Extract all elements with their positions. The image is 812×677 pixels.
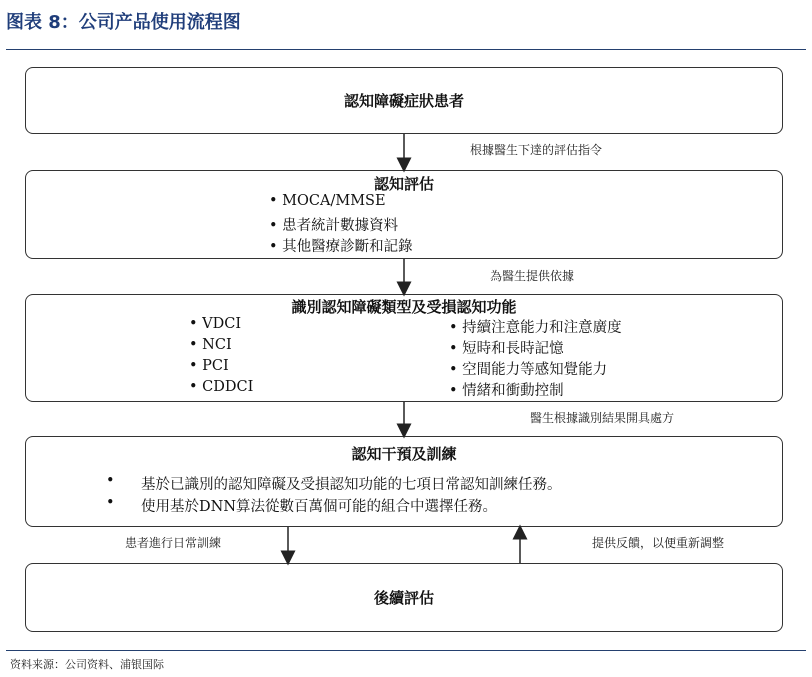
identify-left-item: • CDDCI xyxy=(189,379,254,395)
figure-title: 图表 8：公司产品使用流程图 xyxy=(6,12,241,33)
identify-right-item: • 短時和長時記憶 xyxy=(449,341,564,357)
node-assessment-title: 認知評估 xyxy=(373,175,434,193)
node-identify-title: 識別認知障礙類型及受損認知功能 xyxy=(291,298,517,316)
identify-left-item: • NCI xyxy=(189,337,232,353)
bottom-rule xyxy=(6,650,806,651)
intervention-bullet: • xyxy=(106,495,115,511)
source-note: 资料来源：公司资料、浦银国际 xyxy=(10,658,164,671)
assessment-item: • 其他醫療診斷和記錄 xyxy=(269,239,413,255)
edge-label-2: 為醫生提供依據 xyxy=(490,269,575,283)
assessment-item: • 患者統計數據資料 xyxy=(269,218,399,234)
edge-label-4: 患者進行日常訓練 xyxy=(125,536,222,550)
edge-label-1: 根據醫生下達的評估指令 xyxy=(470,143,603,157)
identify-left-item: • PCI xyxy=(189,358,229,374)
identify-left-item: • VDCI xyxy=(189,316,242,332)
identify-right-item: • 情緒和衝動控制 xyxy=(449,383,564,399)
intervention-bullet: • xyxy=(106,473,115,489)
assessment-item: • MOCA/MMSE xyxy=(269,193,386,209)
node-patients-title: 認知障礙症狀患者 xyxy=(343,92,464,110)
identify-right-item: • 持續注意能力和注意廣度 xyxy=(449,320,622,336)
edge-label-5: 提供反饋，以便重新調整 xyxy=(592,536,725,550)
intervention-item: 使用基於DNN算法從數百萬個可能的組合中選擇任務。 xyxy=(141,499,497,515)
node-intervention-title: 認知干預及訓練 xyxy=(351,445,457,463)
node-followup-title: 後續評估 xyxy=(373,589,434,607)
identify-right-item: • 空間能力等感知覺能力 xyxy=(449,362,608,378)
intervention-item: 基於已識別的認知障礙及受損認知功能的七項日常認知訓練任務。 xyxy=(141,477,562,493)
edge-label-3: 醫生根據識別結果開具處方 xyxy=(530,411,675,425)
